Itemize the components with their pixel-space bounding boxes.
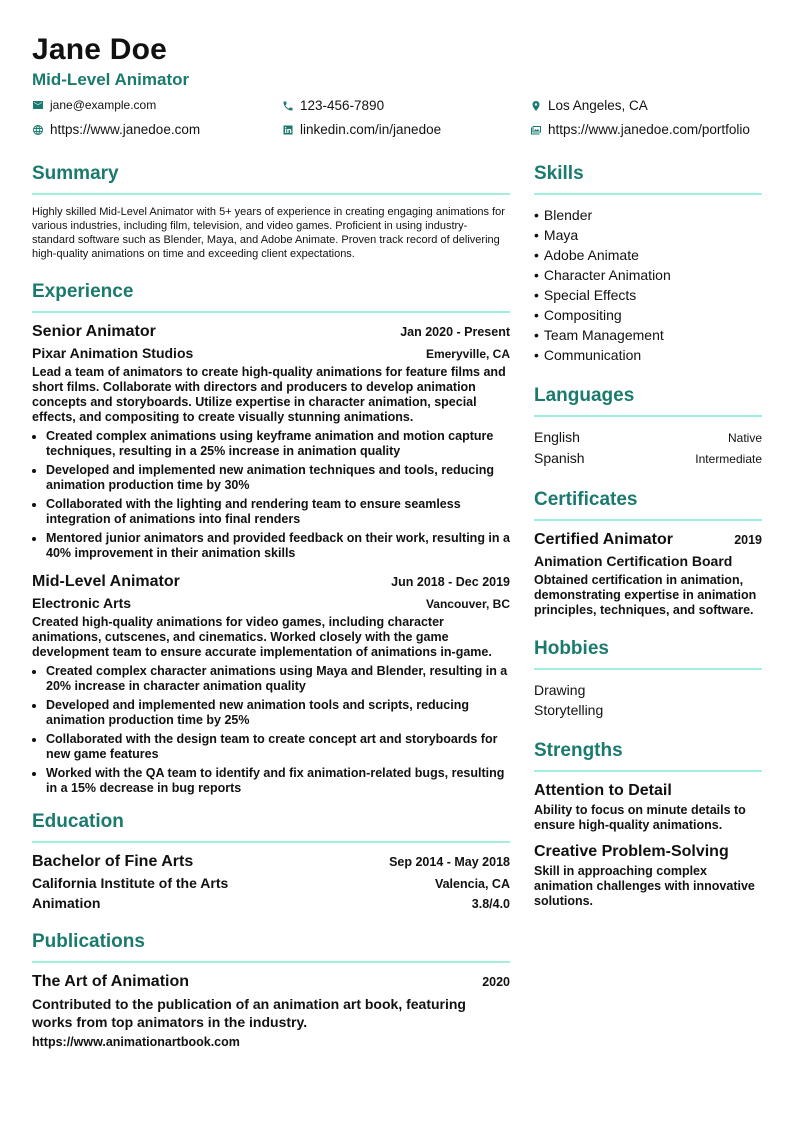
hobbies-section <box>534 635 762 720</box>
skills-section <box>534 160 762 365</box>
education-heading: Education <box>32 811 124 832</box>
education-gpa: 3.8/4.0 <box>471 897 510 911</box>
certificate-issuer: Animation Certification Board <box>534 553 733 569</box>
education-section <box>32 808 510 911</box>
job-bullets <box>32 664 510 796</box>
job-bullet: • Developed and implemented new animation techniques and tools, reducing animation production time by 30% <box>46 463 510 493</box>
language-level: Native <box>727 431 762 445</box>
certificates-section <box>534 486 762 618</box>
job-dates: Jan 2020 - Present <box>400 325 510 339</box>
job-location: Emeryville, CA <box>425 347 510 361</box>
languages-section <box>534 382 762 469</box>
contact-phone-text: 123-456-7890 <box>300 98 385 113</box>
portfolio-image-icon <box>530 124 542 136</box>
education-location: Valencia, CA <box>434 877 510 891</box>
section-divider <box>32 311 510 313</box>
phone-icon <box>282 100 294 112</box>
education-dates: Sep 2014 - May 2018 <box>389 855 510 869</box>
strength-title: Attention to Detail <box>534 782 672 799</box>
contact-website[interactable] <box>32 122 200 137</box>
strengths-section <box>534 737 762 909</box>
skill-item: • Adobe Animate <box>534 245 762 265</box>
skill-item: • Team Management <box>534 325 762 345</box>
job-company: Pixar Animation Studios <box>32 345 194 361</box>
summary-heading: Summary <box>32 163 119 184</box>
skill-item: • Special Effects <box>534 285 762 305</box>
map-pin-icon <box>530 100 542 112</box>
section-divider <box>534 668 762 670</box>
job-entry <box>32 573 510 796</box>
job-bullets <box>32 429 510 561</box>
section-divider <box>32 841 510 843</box>
section-divider <box>534 770 762 772</box>
skill-item: • Compositing <box>534 305 762 325</box>
section-divider <box>32 193 510 195</box>
summary-section <box>32 160 510 261</box>
job-bullet: • Created complex animations using keyframe animation and motion capture techniques, resulting in a 25% increase in animation quality <box>46 429 510 459</box>
skill-item: • Character Animation <box>534 265 762 285</box>
certificate-title: Certified Animator <box>534 531 673 548</box>
job-location: Vancouver, BC <box>425 597 510 611</box>
language-row <box>534 427 762 448</box>
candidate-name: Jane Doe <box>32 33 167 66</box>
certificate-year: 2019 <box>734 533 762 547</box>
publications-section <box>32 928 510 1049</box>
skill-item: • Blender <box>534 205 762 225</box>
contact-location-text: Los Angeles, CA <box>548 98 648 113</box>
section-divider <box>32 961 510 963</box>
strengths-heading: Strengths <box>534 740 623 761</box>
left-column <box>32 160 510 1049</box>
job-description: Created high-quality animations for video games, including character animations, cutscenes, and cinematics. Worked closely with the game development team to ensure accurate implementation of animations in-game. <box>32 615 492 659</box>
job-bullet: • Mentored junior animators and provided feedback on their work, resulting in a 40% improvement in their animation skills <box>46 531 510 561</box>
skills-list <box>534 205 762 365</box>
summary-text: Highly skilled Mid-Level Animator with 5+ years of experience in creating engaging animations for various industries, including film, television, and video games. Proficient in using industry-standard software such as Blender, Maya, and Adobe Animate. Proven track record of delivering high-quality animations on time and exceeding client expectations. <box>32 206 505 260</box>
job-company: Electronic Arts <box>32 595 132 611</box>
contact-location <box>530 98 648 113</box>
certificates-heading: Certificates <box>534 489 638 510</box>
strength-description: Skill in approaching complex animation challenges with innovative solutions. <box>534 864 755 908</box>
section-divider <box>534 415 762 417</box>
experience-section <box>32 278 510 796</box>
section-divider <box>534 193 762 195</box>
education-degree: Bachelor of Fine Arts <box>32 853 194 870</box>
language-level: Intermediate <box>695 452 762 466</box>
skill-item: • Maya <box>534 225 762 245</box>
strength-description: Ability to focus on minute details to ensure high-quality animations. <box>534 803 746 832</box>
job-bullet: • Worked with the QA team to identify and fix animation-related bugs, resulting in a 15% decrease in bug reports <box>46 766 510 796</box>
publication-description: Contributed to the publication of an animation art book, featuring works from top animators in the industry. <box>32 996 466 1030</box>
publication-year: 2020 <box>482 975 510 989</box>
skill-item: • Communication <box>534 345 762 365</box>
job-title: Mid-Level Animator <box>32 70 190 89</box>
contact-portfolio-text: https://www.janedoe.com/portfolio <box>548 122 750 137</box>
skills-heading: Skills <box>534 163 584 184</box>
job-bullet: • Created complex character animations using Maya and Blender, resulting in a 20% increase in character animation quality <box>46 664 510 694</box>
language-row <box>534 448 762 469</box>
job-bullet: • Collaborated with the design team to create concept art and storyboards for new game features <box>46 732 510 762</box>
contact-email-text: jane@example.com <box>50 98 157 112</box>
job-role: Mid-Level Animator <box>32 573 180 590</box>
strength-title: Creative Problem-Solving <box>534 843 729 860</box>
hobbies-heading: Hobbies <box>534 638 609 659</box>
job-description: Lead a team of animators to create high-quality animations for feature films and short films. Collaborate with directors and producers to develop animation concepts and storyboards. Utilize expertise in character animation, special effects, and compositing to create visually stunning animations. <box>32 365 506 424</box>
envelope-icon <box>32 99 44 111</box>
job-entry <box>32 323 510 561</box>
job-role: Senior Animator <box>32 323 156 340</box>
language-name: Spanish <box>534 450 585 466</box>
hobby-item: Storytelling <box>534 702 604 718</box>
contact-website-text: https://www.janedoe.com <box>50 122 201 137</box>
job-dates: Jun 2018 - Dec 2019 <box>391 575 510 589</box>
contact-linkedin-text: linkedin.com/in/janedoe <box>300 122 442 137</box>
hobby-item: Drawing <box>534 682 586 698</box>
languages-heading: Languages <box>534 385 635 406</box>
contact-portfolio[interactable] <box>530 122 750 137</box>
contact-email[interactable] <box>32 98 156 112</box>
right-column <box>534 160 762 919</box>
certificate-description: Obtained certification in animation, demonstrating expertise in animation principles, techniques, and software. <box>534 573 757 617</box>
section-divider <box>534 519 762 521</box>
experience-heading: Experience <box>32 281 134 302</box>
contact-phone[interactable] <box>282 98 384 113</box>
globe-icon <box>32 124 44 136</box>
education-field: Animation <box>32 895 101 911</box>
publication-title: The Art of Animation <box>32 973 190 990</box>
language-name: English <box>534 429 580 445</box>
contact-linkedin[interactable] <box>282 122 441 137</box>
job-bullet: • Collaborated with the lighting and rendering team to ensure seamless integration of animations into final renders <box>46 497 510 527</box>
education-school: California Institute of the Arts <box>32 875 229 891</box>
publication-link[interactable]: https://www.animationartbook.com <box>32 1035 240 1049</box>
linkedin-icon <box>282 124 294 136</box>
publications-heading: Publications <box>32 931 145 952</box>
job-bullet: • Developed and implemented new animation tools and scripts, reducing animation production time by 25% <box>46 698 510 728</box>
